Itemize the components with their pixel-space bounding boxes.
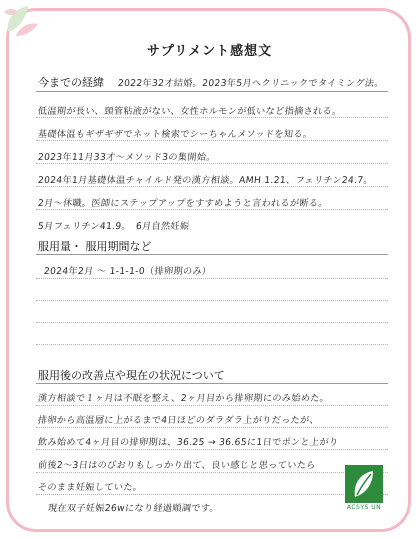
ruled-line [36, 140, 388, 141]
section-label-improvement: 服用後の改善点や現在の状況について [38, 369, 225, 382]
ruled-line [36, 427, 388, 428]
ruled-line [36, 449, 388, 450]
history-line: 5月フェリチン41.9。 6月自然妊娠 [37, 221, 191, 232]
ruled-line [36, 278, 388, 279]
page-title: サプリメント感想文 [146, 44, 273, 59]
leaf-logo-icon [345, 465, 383, 503]
improvement-line: 漢方相談で１ヶ月は不眠を整え、2ヶ月目から排卵期にのみ始めた。 [37, 393, 330, 404]
ruled-line [36, 322, 388, 323]
improvement-line: 現在双子妊娠26wになり経過順調です。 [47, 503, 220, 514]
ruled-line [36, 300, 388, 301]
leaf-decoration-icon [2, 2, 42, 42]
improvement-line: そのまま妊娠していた。 [37, 482, 143, 493]
ruled-line [36, 472, 388, 473]
brand-logo [345, 465, 383, 511]
ruled-line [36, 186, 388, 187]
improvement-line: 飲み始めて4ヶ月目の排卵期は、36.25 → 36.65に1日でポンと上がり [37, 437, 339, 448]
section-divider [36, 383, 388, 384]
history-line: 低温期が長い、頸管粘液がない、女性ホルモンが低いなど指摘される。 [37, 106, 343, 117]
ruled-line [36, 117, 388, 118]
section-divider [36, 254, 388, 255]
history-first-line: 2022年32才結婚。2023年5月へクリニックでタイミング法。 [117, 78, 385, 89]
ruled-line [36, 209, 388, 210]
logo-text: ACSYS UN [346, 504, 382, 511]
history-line: 2月〜休職。医師にステップアップをすすめようと言われるが断る。 [37, 198, 329, 209]
ruled-line [36, 344, 388, 345]
ruled-line [36, 405, 388, 406]
history-line: 2023年11月33才〜メソッド3の集開始。 [37, 152, 217, 163]
improvement-line: 前後2〜3日はのびおりもしっかり出て、良い感じと思っていたら [37, 460, 317, 471]
ruled-line [36, 163, 388, 164]
ruled-line [36, 494, 388, 495]
section-label-usage: 服用量・ 服用期間など [38, 240, 152, 253]
usage-line: 2024年2月 〜 1-1-1-0（排卵期のみ） [43, 266, 212, 277]
history-line: 2024年1月基礎体温チャイルド発の漢方相談。AMH 1.21、フェリチン24.7。 [37, 175, 374, 186]
history-line: 基礎体温もギザギザでネット検索でシーちゃんメソッドを知る。 [37, 129, 313, 140]
improvement-line: 排卵から高温層に上がるまで4日ほどのダラダラ上がりだったが、 [37, 415, 320, 426]
section-divider [36, 91, 388, 92]
section-label-history: 今までの経緯 [38, 76, 104, 89]
